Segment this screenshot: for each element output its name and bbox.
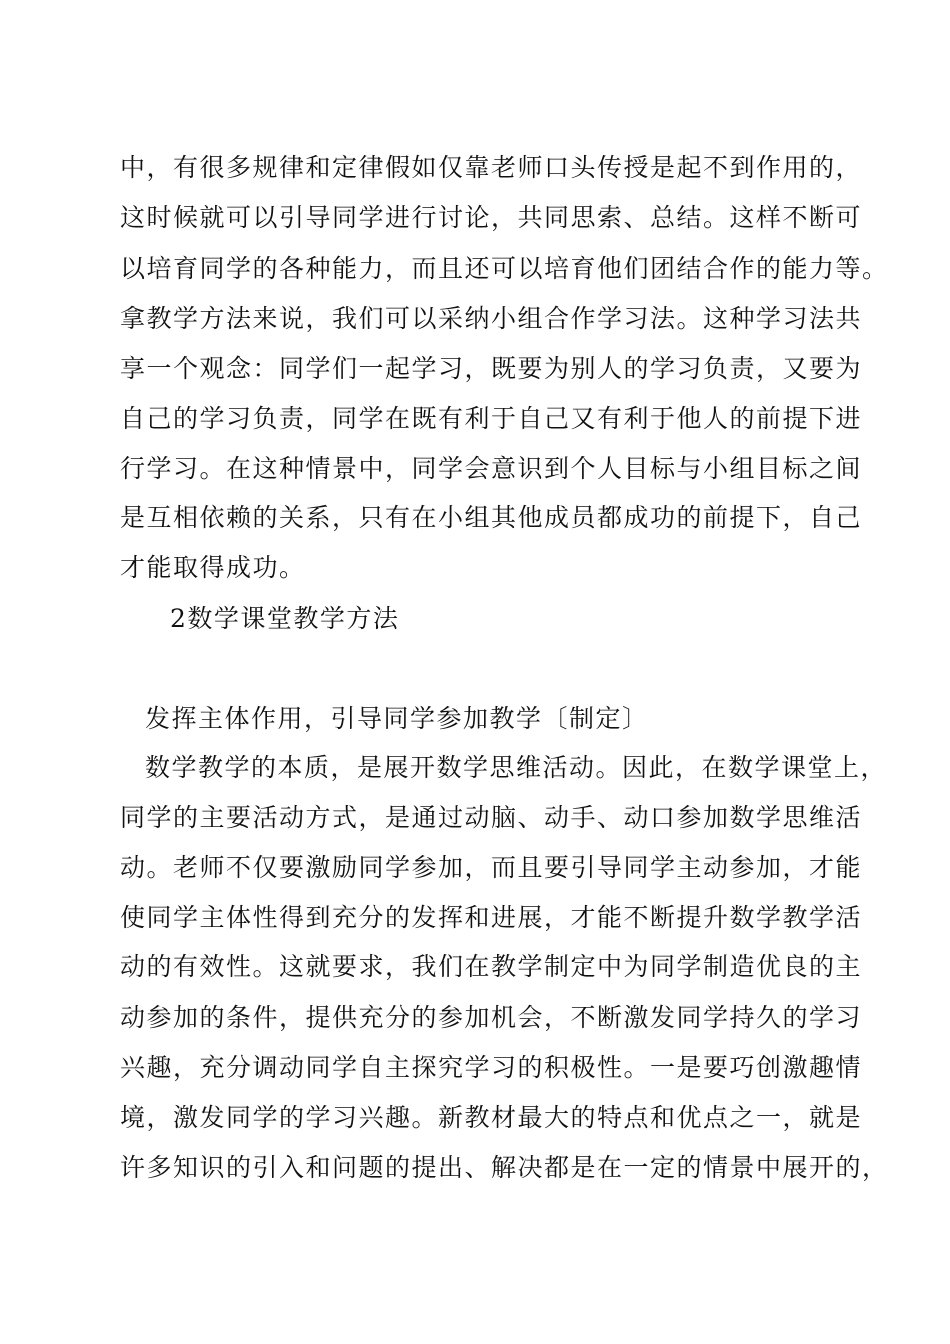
paragraph-2-line: 动参加的条件，提供充分的参加机会，不断激发同学持久的学习 [120, 1003, 863, 1032]
paragraph-1-line: 中，有很多规律和定律假如仅靠老师口头传授是起不到作用的， [120, 153, 863, 182]
paragraph-2-line: 数学教学的本质，是展开数学思维活动。因此，在数学课堂上， [145, 753, 888, 782]
paragraph-1-line: 享一个观念：同学们一起学习，既要为别人的学习负责，又要为 [120, 354, 863, 383]
paragraph-1-line: 以培育同学的各种能力，而且还可以培育他们团结合作的能力等。 [120, 254, 889, 283]
paragraph-1-line: 自己的学习负责，同学在既有利于自己又有利于他人的前提下进 [120, 404, 863, 433]
paragraph-1-line: 才能取得成功。 [120, 553, 306, 582]
paragraph-2-line: 境，激发同学的学习兴趣。新教材最大的特点和优点之一，就是 [120, 1103, 863, 1132]
section-heading: 2数学课堂教学方法 [170, 604, 400, 633]
paragraph-2-line: 动的有效性。这就要求，我们在教学制定中为同学制造优良的主 [120, 952, 863, 981]
paragraph-2-line: 动。老师不仅要激励同学参加，而且要引导同学主动参加，才能 [120, 853, 863, 882]
paragraph-1-line: 行学习。在这种情景中，同学会意识到个人目标与小组目标之间 [120, 454, 863, 483]
paragraph-1-line: 这时候就可以引导同学进行讨论，共同思索、总结。这样不断可 [120, 203, 863, 232]
paragraph-1-line: 是互相依赖的关系，只有在小组其他成员都成功的前提下，自己 [120, 503, 863, 532]
paragraph-2-line: 使同学主体性得到充分的发挥和进展，才能不断提升数学教学活 [120, 903, 863, 932]
paragraph-1-line: 拿教学方法来说，我们可以采纳小组合作学习法。这种学习法共 [120, 304, 863, 333]
paragraph-2-line: 同学的主要活动方式，是通过动脑、动手、动口参加数学思维活 [120, 803, 863, 832]
paragraph-2-line: 许多知识的引入和问题的提出、解决都是在一定的情景中展开的， [120, 1153, 889, 1182]
paragraph-2-line: 兴趣，充分调动同学自主探究学习的积极性。一是要巧创激趣情 [120, 1053, 863, 1082]
subheading: 发挥主体作用，引导同学参加教学〔制定〕 [145, 704, 649, 733]
